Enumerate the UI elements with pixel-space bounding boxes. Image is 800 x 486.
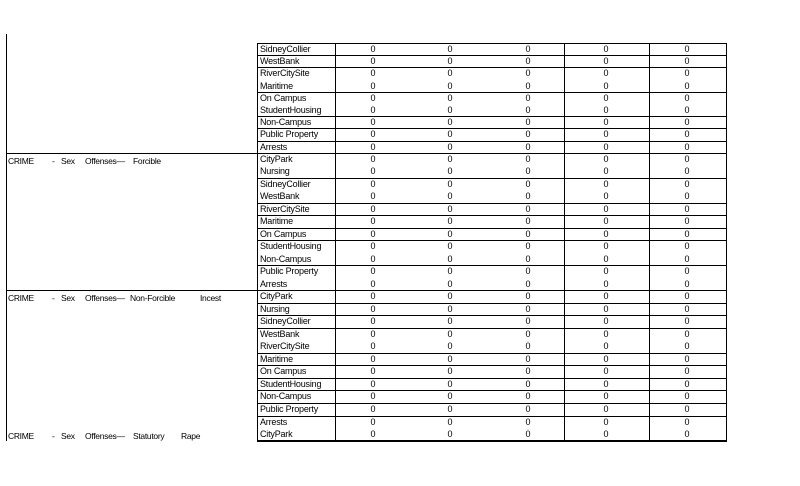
crime-category-label-word: CRIME bbox=[8, 430, 34, 441]
value-cell: 0 bbox=[684, 353, 690, 364]
value-cell: 0 bbox=[447, 291, 453, 301]
value-cell: 0 bbox=[603, 266, 609, 277]
value-cell: 0 bbox=[370, 129, 376, 140]
value-cell: 0 bbox=[525, 353, 531, 364]
table-row bbox=[257, 253, 726, 265]
value-cell: 0 bbox=[603, 241, 609, 252]
value-cell: 0 bbox=[370, 166, 376, 177]
value-cell: 0 bbox=[370, 378, 376, 389]
table-left-border bbox=[6, 34, 7, 441]
value-cell: 0 bbox=[684, 391, 690, 402]
value-cell: 0 bbox=[447, 429, 453, 439]
value-cell: 0 bbox=[370, 80, 376, 91]
value-cell: 0 bbox=[447, 178, 453, 189]
value-cell: 0 bbox=[525, 129, 531, 140]
value-cell: 0 bbox=[525, 429, 531, 439]
value-cell: 0 bbox=[525, 328, 531, 339]
crime-category-label-word: CRIME bbox=[8, 155, 34, 166]
table-row bbox=[257, 165, 726, 177]
location-cell: On Campus bbox=[260, 228, 307, 239]
value-cell: 0 bbox=[684, 141, 690, 152]
value-cell: 0 bbox=[684, 203, 690, 214]
value-cell: 0 bbox=[603, 328, 609, 339]
value-cell: 0 bbox=[684, 129, 690, 140]
value-cell: 0 bbox=[684, 429, 690, 439]
value-cell: 0 bbox=[525, 278, 531, 289]
value-cell: 0 bbox=[603, 141, 609, 152]
value-cell: 0 bbox=[684, 105, 690, 115]
value-cell: 0 bbox=[684, 80, 690, 91]
value-cell: 0 bbox=[447, 366, 453, 377]
table-row bbox=[257, 67, 726, 79]
value-cell: 0 bbox=[603, 429, 609, 439]
value-cell: 0 bbox=[525, 141, 531, 152]
crime-category-label-word: - bbox=[52, 155, 55, 166]
value-cell: 0 bbox=[684, 117, 690, 128]
value-cell: 0 bbox=[447, 154, 453, 164]
value-cell: 0 bbox=[525, 266, 531, 277]
location-cell: StudentHousing bbox=[260, 378, 322, 389]
location-cell: RiverCitySite bbox=[260, 203, 310, 214]
value-cell: 0 bbox=[684, 403, 690, 414]
value-cell: 0 bbox=[370, 341, 376, 352]
location-cell: Non-Campus bbox=[260, 253, 312, 264]
table-row bbox=[257, 92, 726, 104]
table-row bbox=[257, 290, 726, 303]
value-cell: 0 bbox=[370, 44, 376, 54]
location-cell: Maritime bbox=[260, 216, 293, 227]
value-cell: 0 bbox=[603, 228, 609, 239]
crime-category-label-word: Sex bbox=[61, 292, 75, 303]
value-cell: 0 bbox=[684, 44, 690, 54]
value-cell: 0 bbox=[603, 303, 609, 314]
value-cell: 0 bbox=[370, 353, 376, 364]
value-cell: 0 bbox=[370, 241, 376, 252]
value-cell: 0 bbox=[447, 278, 453, 289]
value-cell: 0 bbox=[370, 391, 376, 402]
crime-category-label-word: Statutory bbox=[133, 430, 165, 441]
value-cell: 0 bbox=[447, 68, 453, 79]
value-cell: 0 bbox=[370, 416, 376, 427]
value-cell: 0 bbox=[684, 316, 690, 327]
location-cell: Nursing bbox=[260, 303, 290, 314]
crime-category-label-word: Non-Forcible bbox=[130, 292, 176, 303]
crime-category-label-word: - bbox=[52, 430, 55, 441]
value-cell: 0 bbox=[447, 80, 453, 91]
value-cell: 0 bbox=[684, 68, 690, 79]
value-cell: 0 bbox=[684, 366, 690, 377]
value-cell: 0 bbox=[684, 416, 690, 427]
value-cell: 0 bbox=[603, 416, 609, 427]
value-cell: 0 bbox=[684, 253, 690, 264]
value-cell: 0 bbox=[370, 141, 376, 152]
value-cell: 0 bbox=[603, 378, 609, 389]
value-cell: 0 bbox=[525, 303, 531, 314]
table-row bbox=[257, 265, 726, 277]
value-cell: 0 bbox=[684, 191, 690, 202]
table-row bbox=[257, 228, 726, 240]
value-cell: 0 bbox=[684, 266, 690, 277]
value-cell: 0 bbox=[447, 353, 453, 364]
value-cell: 0 bbox=[525, 166, 531, 177]
value-cell: 0 bbox=[525, 68, 531, 79]
value-cell: 0 bbox=[684, 92, 690, 103]
table-row bbox=[257, 55, 726, 67]
table-row bbox=[257, 365, 726, 378]
value-cell: 0 bbox=[603, 278, 609, 289]
location-cell: Arrests bbox=[260, 278, 288, 289]
value-cell: 0 bbox=[447, 416, 453, 427]
value-cell: 0 bbox=[525, 403, 531, 414]
value-cell: 0 bbox=[603, 366, 609, 377]
value-cell: 0 bbox=[447, 105, 453, 115]
value-cell: 0 bbox=[370, 56, 376, 67]
value-cell: 0 bbox=[370, 117, 376, 128]
location-cell: On Campus bbox=[260, 92, 307, 103]
location-cell: Non-Campus bbox=[260, 391, 312, 402]
value-cell: 0 bbox=[603, 56, 609, 67]
table-right-border bbox=[726, 43, 727, 441]
value-cell: 0 bbox=[603, 117, 609, 128]
value-cell: 0 bbox=[603, 80, 609, 91]
value-cell: 0 bbox=[447, 241, 453, 252]
table-row bbox=[257, 278, 726, 290]
value-cell: 0 bbox=[370, 216, 376, 227]
value-cell: 0 bbox=[525, 241, 531, 252]
crime-category-label-word: Sex bbox=[61, 155, 75, 166]
value-cell: 0 bbox=[370, 366, 376, 377]
value-cell: 0 bbox=[525, 154, 531, 164]
crime-category-label-word: - bbox=[52, 292, 55, 303]
location-cell: Arrests bbox=[260, 141, 288, 152]
value-cell: 0 bbox=[370, 178, 376, 189]
location-cell: Non-Campus bbox=[260, 117, 312, 128]
location-cell: CityPark bbox=[260, 154, 293, 164]
value-cell: 0 bbox=[447, 92, 453, 103]
value-cell: 0 bbox=[370, 303, 376, 314]
value-cell: 0 bbox=[447, 203, 453, 214]
value-cell: 0 bbox=[684, 328, 690, 339]
value-cell: 0 bbox=[603, 341, 609, 352]
location-cell: WestBank bbox=[260, 328, 300, 339]
value-cell: 0 bbox=[370, 203, 376, 214]
value-cell: 0 bbox=[525, 378, 531, 389]
table-row bbox=[257, 141, 726, 153]
value-cell: 0 bbox=[447, 129, 453, 140]
table-row bbox=[257, 416, 726, 429]
location-cell: Public Property bbox=[260, 403, 319, 414]
value-cell: 0 bbox=[447, 341, 453, 352]
value-cell: 0 bbox=[525, 56, 531, 67]
value-cell: 0 bbox=[525, 341, 531, 352]
location-cell: SidneyCollier bbox=[260, 178, 311, 189]
value-cell: 0 bbox=[447, 228, 453, 239]
table-row bbox=[257, 116, 726, 128]
table-row bbox=[257, 80, 726, 92]
value-cell: 0 bbox=[603, 178, 609, 189]
value-cell: 0 bbox=[370, 154, 376, 164]
location-cell: Nursing bbox=[260, 166, 290, 177]
location-cell: StudentHousing bbox=[260, 241, 322, 252]
value-cell: 0 bbox=[447, 216, 453, 227]
value-cell: 0 bbox=[684, 241, 690, 252]
value-cell: 0 bbox=[447, 166, 453, 177]
value-cell: 0 bbox=[447, 253, 453, 264]
value-cell: 0 bbox=[603, 216, 609, 227]
value-cell: 0 bbox=[684, 216, 690, 227]
value-cell: 0 bbox=[370, 328, 376, 339]
value-cell: 0 bbox=[603, 44, 609, 54]
location-cell: WestBank bbox=[260, 191, 300, 202]
table-row bbox=[257, 328, 726, 341]
value-cell: 0 bbox=[603, 291, 609, 301]
value-cell: 0 bbox=[370, 253, 376, 264]
value-cell: 0 bbox=[525, 291, 531, 301]
value-cell: 0 bbox=[525, 228, 531, 239]
value-cell: 0 bbox=[525, 92, 531, 103]
value-cell: 0 bbox=[603, 203, 609, 214]
table-row bbox=[257, 303, 726, 316]
value-cell: 0 bbox=[684, 278, 690, 289]
table-row bbox=[257, 378, 726, 391]
table-row bbox=[257, 390, 726, 403]
value-cell: 0 bbox=[603, 253, 609, 264]
value-cell: 0 bbox=[447, 117, 453, 128]
location-cell: Public Property bbox=[260, 266, 319, 277]
location-cell: Arrests bbox=[260, 416, 288, 427]
value-cell: 0 bbox=[447, 141, 453, 152]
value-cell: 0 bbox=[525, 117, 531, 128]
value-cell: 0 bbox=[447, 56, 453, 67]
table-row bbox=[257, 215, 726, 227]
value-cell: 0 bbox=[370, 403, 376, 414]
table-row bbox=[257, 190, 726, 202]
value-cell: 0 bbox=[525, 44, 531, 54]
value-cell: 0 bbox=[447, 266, 453, 277]
table-row bbox=[257, 353, 726, 366]
location-cell: Maritime bbox=[260, 353, 293, 364]
value-cell: 0 bbox=[684, 56, 690, 67]
table-row bbox=[257, 340, 726, 353]
location-cell: RiverCitySite bbox=[260, 341, 310, 352]
value-cell: 0 bbox=[603, 92, 609, 103]
value-cell: 0 bbox=[684, 291, 690, 301]
value-cell: 0 bbox=[603, 129, 609, 140]
value-cell: 0 bbox=[603, 316, 609, 327]
crime-category-label-word: Offenses— bbox=[85, 292, 125, 303]
value-cell: 0 bbox=[603, 391, 609, 402]
crime-category-label-word: Sex bbox=[61, 430, 75, 441]
value-cell: 0 bbox=[684, 154, 690, 164]
value-cell: 0 bbox=[525, 216, 531, 227]
value-cell: 0 bbox=[447, 316, 453, 327]
value-cell: 0 bbox=[370, 228, 376, 239]
value-cell: 0 bbox=[370, 429, 376, 439]
location-cell: On Campus bbox=[260, 366, 307, 377]
value-cell: 0 bbox=[370, 191, 376, 202]
crime-category-label-word: Incest bbox=[200, 292, 221, 303]
value-cell: 0 bbox=[525, 253, 531, 264]
table-row bbox=[257, 128, 726, 140]
value-cell: 0 bbox=[525, 203, 531, 214]
value-cell: 0 bbox=[370, 105, 376, 115]
value-cell: 0 bbox=[447, 303, 453, 314]
value-cell: 0 bbox=[370, 291, 376, 301]
location-cell: SidneyCollier bbox=[260, 316, 311, 327]
value-cell: 0 bbox=[684, 166, 690, 177]
value-cell: 0 bbox=[525, 366, 531, 377]
table-row bbox=[257, 153, 726, 165]
value-cell: 0 bbox=[525, 391, 531, 402]
value-cell: 0 bbox=[525, 316, 531, 327]
value-cell: 0 bbox=[447, 191, 453, 202]
value-cell: 0 bbox=[525, 105, 531, 115]
table-row bbox=[257, 428, 726, 440]
location-cell: RiverCitySite bbox=[260, 68, 310, 79]
location-cell: Maritime bbox=[260, 80, 293, 91]
value-cell: 0 bbox=[603, 353, 609, 364]
table-row bbox=[257, 315, 726, 328]
value-cell: 0 bbox=[370, 92, 376, 103]
value-cell: 0 bbox=[684, 303, 690, 314]
value-cell: 0 bbox=[447, 403, 453, 414]
value-cell: 0 bbox=[603, 105, 609, 115]
crime-category-label-word: Offenses— bbox=[85, 155, 125, 166]
value-cell: 0 bbox=[603, 154, 609, 164]
value-cell: 0 bbox=[525, 416, 531, 427]
table-row bbox=[257, 403, 726, 416]
value-cell: 0 bbox=[370, 266, 376, 277]
location-cell: Public Property bbox=[260, 129, 319, 140]
location-cell: CityPark bbox=[260, 429, 293, 439]
crime-category-label-word: CRIME bbox=[8, 292, 34, 303]
crime-category-label-word: Rape bbox=[181, 430, 201, 441]
value-cell: 0 bbox=[447, 391, 453, 402]
value-cell: 0 bbox=[603, 403, 609, 414]
value-cell: 0 bbox=[447, 328, 453, 339]
value-cell: 0 bbox=[370, 316, 376, 327]
crime-category-label-word: Offenses— bbox=[85, 430, 125, 441]
value-cell: 0 bbox=[603, 166, 609, 177]
value-cell: 0 bbox=[603, 68, 609, 79]
table-row bbox=[257, 203, 726, 215]
value-cell: 0 bbox=[447, 44, 453, 54]
location-cell: WestBank bbox=[260, 56, 300, 67]
value-cell: 0 bbox=[684, 378, 690, 389]
value-cell: 0 bbox=[603, 191, 609, 202]
value-cell: 0 bbox=[447, 378, 453, 389]
value-cell: 0 bbox=[684, 341, 690, 352]
table-row bbox=[257, 43, 726, 55]
table-row bbox=[257, 104, 726, 116]
value-cell: 0 bbox=[684, 178, 690, 189]
value-cell: 0 bbox=[525, 178, 531, 189]
value-cell: 0 bbox=[370, 278, 376, 289]
location-cell: StudentHousing bbox=[260, 105, 322, 115]
value-cell: 0 bbox=[525, 191, 531, 202]
table-bottom-border bbox=[257, 440, 727, 442]
location-cell: SidneyCollier bbox=[260, 44, 311, 54]
value-cell: 0 bbox=[370, 68, 376, 79]
location-cell: CityPark bbox=[260, 291, 293, 301]
value-cell: 0 bbox=[525, 80, 531, 91]
table-row bbox=[257, 240, 726, 252]
table-row bbox=[257, 178, 726, 190]
value-cell: 0 bbox=[684, 228, 690, 239]
crime-category-label-word: Forcible bbox=[133, 155, 161, 166]
